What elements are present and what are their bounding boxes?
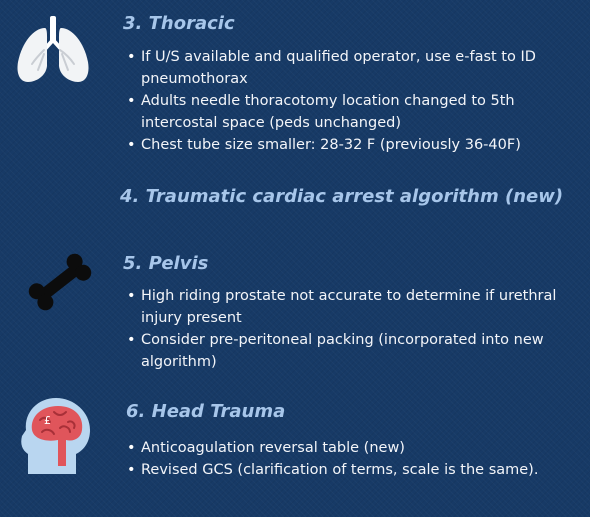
- bullet-list: [125, 437, 575, 481]
- list-item: • Anticoagulation reversal table (new): [125, 437, 575, 459]
- list-item: • Consider pre-peritoneal packing (incorporated into new algorithm): [125, 329, 575, 373]
- bone-icon: [26, 253, 94, 311]
- section-heading: 3. Thoracic: [123, 13, 235, 34]
- list-item: • Chest tube size smaller: 28-32 F (previously 36-40F): [125, 134, 575, 156]
- bullet-list: [125, 285, 575, 373]
- section-heading: 5. Pelvis: [123, 253, 209, 274]
- list-item: • High riding prostate not accurate to determine if urethral injury present: [125, 285, 575, 329]
- head-brain-icon: [18, 394, 94, 474]
- list-item: • Revised GCS (clarification of terms, scale is the same).: [125, 459, 575, 481]
- section-heading: 4. Traumatic cardiac arrest algorithm (new): [120, 186, 564, 207]
- list-item: • If U/S available and qualified operator, use e-fast to ID pneumothorax: [125, 46, 575, 90]
- section-heading: 6. Head Trauma: [126, 401, 286, 422]
- bullet-list: [125, 46, 575, 156]
- svg-text:£: £: [44, 414, 51, 427]
- list-item: • Adults needle thoracotomy location changed to 5th intercostal space (peds unchanged): [125, 90, 575, 134]
- lungs-icon: [14, 14, 92, 86]
